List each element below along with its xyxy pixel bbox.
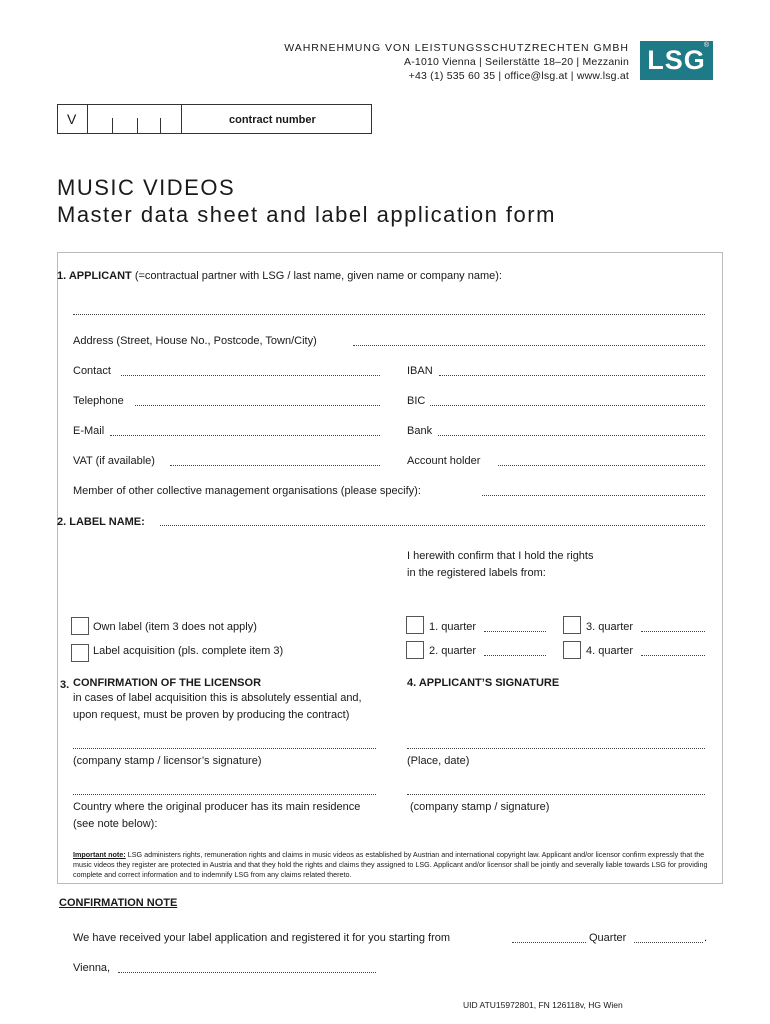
iban-label: IBAN	[407, 365, 433, 377]
own-label-text: Own label (item 3 does not apply)	[93, 621, 257, 633]
stamp-signature-label: (company stamp / signature)	[410, 801, 550, 813]
address-field[interactable]	[353, 345, 705, 346]
address-label: Address (Street, House No., Postcode, Town/City)	[73, 335, 317, 347]
vat-label: VAT (if available)	[73, 455, 155, 467]
rights-confirm-line1: I herewith confirm that I hold the rights	[407, 550, 594, 562]
quarter1-checkbox[interactable]	[406, 616, 424, 634]
place-date-field[interactable]	[407, 748, 705, 749]
contact-label: Contact	[73, 365, 111, 377]
digit-tick	[112, 118, 113, 134]
section1-heading: 1. APPLICANT	[57, 270, 132, 282]
contract-number-label: contract number	[229, 114, 316, 126]
label-acquisition-text: Label acquisition (pls. complete item 3)	[93, 645, 284, 657]
footer-uid: UID ATU15972801, FN 126118v, HG Wien	[463, 1000, 623, 1010]
registered-mark: ®	[703, 42, 710, 49]
digit-tick	[137, 118, 138, 134]
place-date-label: (Place, date)	[407, 755, 470, 767]
page-subtitle: Master data sheet and label application form	[57, 202, 556, 227]
contract-number-box[interactable]	[57, 104, 372, 134]
section3-text1: in cases of label acquisition this is absolutely essential and,	[73, 692, 362, 704]
important-note	[73, 850, 708, 880]
logo-text: LSG	[647, 45, 706, 75]
important-note-text: LSG administers rights, remuneration rights and claims in music videos as established by Austrian and international copyright law. Applicant and/or licensor confirm expressly that the music videos they register are protected in Austria and that they hold the rights and claims they assigned to LSG. Applicant and/or licensor shall be jointly and severally liable towards LSG for providing complete and correct information and to indemnify LSG from any claims related thereto.	[73, 850, 708, 879]
confirmation-period: .	[704, 932, 708, 944]
country-field[interactable]	[73, 794, 376, 795]
section1-title	[57, 270, 502, 282]
applicant-signature-field[interactable]	[407, 794, 705, 795]
vat-field[interactable]	[170, 465, 380, 466]
section4-heading: 4. APPLICANT’S SIGNATURE	[407, 677, 560, 689]
email-label: E-Mail	[73, 425, 105, 437]
bic-field[interactable]	[430, 405, 705, 406]
member-label: Member of other collective management organisations (please specify):	[73, 485, 421, 497]
rights-confirm-line2: in the registered labels from:	[407, 567, 546, 579]
telephone-field[interactable]	[135, 405, 380, 406]
contact-field[interactable]	[121, 375, 380, 376]
quarter1-label: 1. quarter	[429, 621, 477, 633]
country-label-line1: Country where the original producer has its main residence	[73, 801, 361, 813]
start-year-field[interactable]	[512, 942, 586, 943]
section3-text2: upon request, must be proven by producing the contract)	[73, 709, 350, 721]
section2-heading: 2. LABEL NAME:	[57, 516, 145, 528]
vienna-date-field[interactable]	[118, 972, 376, 973]
bic-label: BIC	[407, 395, 426, 407]
account-holder-field[interactable]	[498, 465, 705, 466]
section1-hint: (=contractual partner with LSG / last name, given name or company name):	[134, 270, 502, 282]
quarter1-year-field[interactable]	[484, 631, 546, 632]
lsg-logo	[640, 41, 713, 80]
quarter4-checkbox[interactable]	[563, 641, 581, 659]
box-divider	[87, 105, 88, 134]
section3-heading: CONFIRMATION OF THE LICENSOR	[73, 677, 262, 689]
licensor-signature-field[interactable]	[73, 748, 376, 749]
confirmation-heading: CONFIRMATION NOTE	[59, 897, 178, 909]
confirmation-received: We have received your label application and registered it for you starting from	[73, 932, 451, 944]
section3-number: 3.	[60, 679, 70, 691]
quarter4-label: 4. quarter	[586, 645, 634, 657]
quarter2-year-field[interactable]	[484, 655, 546, 656]
quarter2-checkbox[interactable]	[406, 641, 424, 659]
iban-field[interactable]	[439, 375, 705, 376]
important-note-lead: Important note:	[73, 850, 126, 859]
telephone-label: Telephone	[73, 395, 124, 407]
label-acquisition-checkbox[interactable]	[71, 644, 89, 662]
applicant-name-field[interactable]	[73, 314, 705, 315]
quarter3-year-field[interactable]	[641, 631, 705, 632]
own-label-checkbox[interactable]	[71, 617, 89, 635]
page-title: MUSIC VIDEOS	[57, 175, 236, 200]
label-name-field[interactable]	[160, 525, 705, 526]
email-field[interactable]	[110, 435, 380, 436]
country-label-line2: (see note below):	[73, 818, 158, 830]
digit-tick	[160, 118, 161, 134]
account-holder-label: Account holder	[407, 455, 481, 467]
contract-prefix: V	[67, 111, 77, 127]
box-divider	[181, 105, 182, 134]
quarter-label: Quarter	[589, 932, 627, 944]
company-address: A-1010 Vienna | Seilerstätte 18–20 | Mezzanin	[404, 56, 629, 68]
company-contact: +43 (1) 535 60 35 | office@lsg.at | www.lsg.at	[408, 70, 629, 82]
quarter2-label: 2. quarter	[429, 645, 477, 657]
vienna-label: Vienna,	[73, 962, 111, 974]
quarter4-year-field[interactable]	[641, 655, 705, 656]
quarter3-checkbox[interactable]	[563, 616, 581, 634]
start-quarter-field[interactable]	[634, 942, 703, 943]
licensor-stamp-label: (company stamp / licensor’s signature)	[73, 755, 262, 767]
bank-label: Bank	[407, 425, 433, 437]
bank-field[interactable]	[438, 435, 705, 436]
member-field[interactable]	[482, 495, 705, 496]
company-name: WAHRNEHMUNG VON LEISTUNGSSCHUTZRECHTEN GMBH	[284, 42, 629, 54]
quarter3-label: 3. quarter	[586, 621, 634, 633]
